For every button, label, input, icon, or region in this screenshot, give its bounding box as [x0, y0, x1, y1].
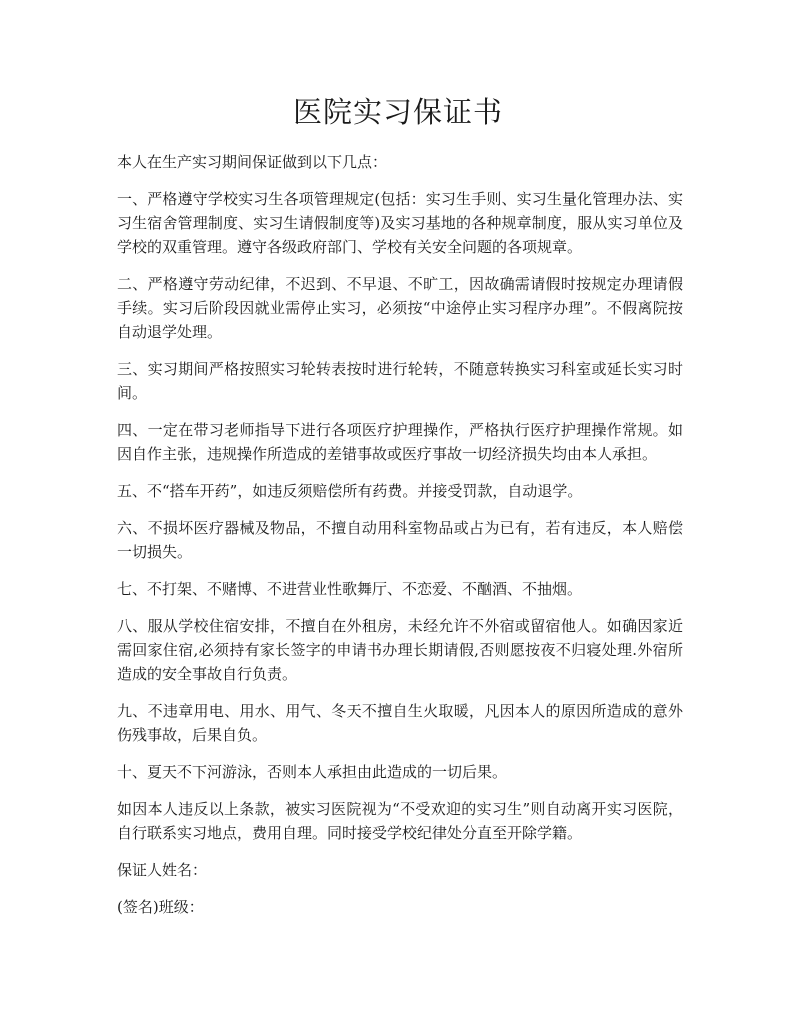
intro-paragraph: 本人在生产实习期间保证做到以下几点： [117, 153, 388, 171]
closing-paragraph: 如因本人违反以上条款，被实习医院视为“不受欢迎的实习生”则自动离开实习医院，自行联系实习地点，费用自理。同时接受学校纪律处分直至开除学籍。 [117, 800, 683, 842]
clause-10: 十、夏天不下河游泳，否则本人承担由此造成的一切后果。 [117, 763, 508, 781]
clause-2: 二、严格遵守劳动纪律，不迟到、不早退、不旷工，因故确需请假时按规定办理请假手续。实习后阶段因就业需停止实习，必须按“中途停止实习程序办理”。不假离院按自动退学处理。 [117, 275, 683, 341]
document-body [117, 150, 683, 932]
clause-9: 九、不违章用电、用水、用气、冬天不擅自生火取暖，凡因本人的原因所造成的意外伤残事故，后果自负。 [117, 702, 683, 744]
document-title: 医院实习保证书 [292, 95, 503, 129]
guarantor-name-label: 保证人姓名： [117, 861, 208, 879]
class-label: (签名)班级： [117, 898, 204, 916]
clause-7: 七、不打架、不赌博、不进营业性歌舞厅、不恋爱、不酗酒、不抽烟。 [117, 580, 583, 598]
clause-5: 五、不“搭车开药”，如违反须赔偿所有药费。并接受罚款，自动退学。 [117, 482, 583, 500]
clause-3: 三、实习期间严格按照实习轮转表按时进行轮转，不随意转换实习科室或延长实习时间。 [117, 360, 683, 402]
clause-6: 六、不损坏医疗器械及物品，不擅自动用科室物品或占为已有，若有违反，本人赔偿一切损失。 [117, 519, 683, 561]
clause-8: 八、服从学校住宿安排，不擅自在外租房，未经允许不外宿或留宿他人。如确因家近需回家住宿,必须持有家长签字的申请书办理长期请假,否则愿按夜不归寝处理.外宿所造成的安全事故自行负责。 [117, 617, 683, 683]
clause-4: 四、一定在带习老师指导下进行各项医疗护理操作，严格执行医疗护理操作常规。如因自作主张，违规操作所造成的差错事故或医疗事故一切经济损失均由本人承担。 [117, 421, 683, 463]
clause-1: 一、严格遵守学校实习生各项管理规定(包括：实习生手则、实习生量化管理办法、实习生宿舍管理制度、实习生请假制度等)及实习基地的各种规章制度，服从实习单位及学校的双重管理。遵守各级政府部门、学校有关安全问题的各项规章。 [117, 190, 683, 256]
